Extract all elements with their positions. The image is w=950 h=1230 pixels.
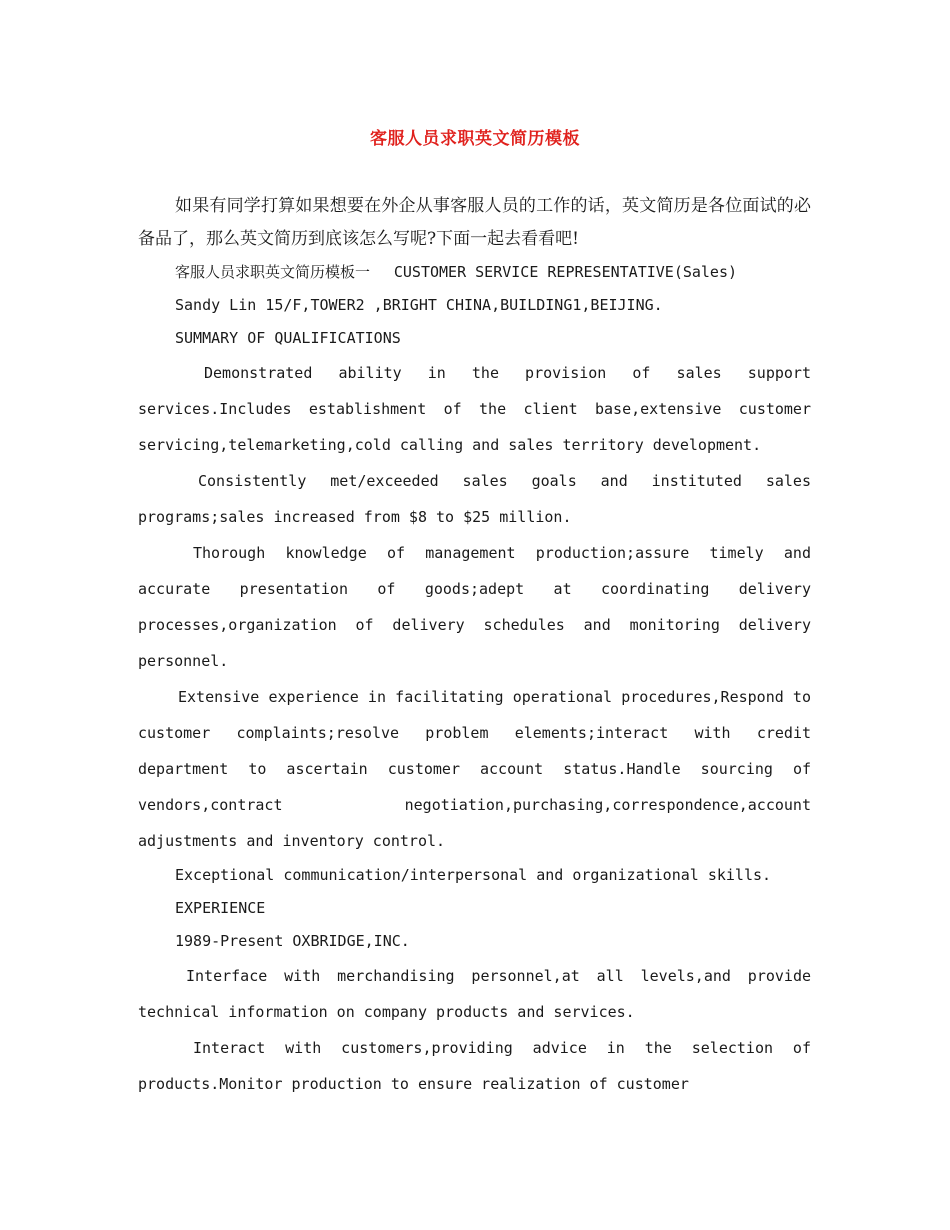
experience-entry: 1989-Present OXBRIDGE,INC.: [175, 932, 410, 950]
summary-item: Exceptional communication/interpersonal and organizational skills.: [175, 866, 772, 884]
position-title: CUSTOMER SERVICE REPRESENTATIVE(Sales): [393, 263, 738, 281]
experience-item: Interact with customers,providing advice in the selection of products.Monitor production to ensure realization of customer: [138, 1039, 811, 1093]
document-title: 客服人员求职英文简历模板: [370, 129, 580, 149]
document-body: [138, 190, 821, 1102]
summary-item: Extensive experience in facilitating operational procedures,Respond to customer complaints;resolve problem elements;interact with credit department to ascertain customer account status.Handle sourcing of vendors,contract negotiation,purchasing,correspondence,account adjustments and inventory control.: [138, 688, 821, 850]
summary-item: Consistently met/exceeded sales goals and instituted sales programs;sales increased from $8 to $25 million.: [138, 472, 811, 526]
summary-item: Demonstrated ability in the provision of sales support services.Includes establishment of the client base,extensive customer servicing,telemarketing,cold calling and sales territory development.: [138, 364, 811, 454]
intro-paragraph: 如果有同学打算如果想要在外企从事客服人员的工作的话，英文简历是各位面试的必备品了，那么英文简历到底该怎么写呢?下面一起去看看吧!: [138, 196, 811, 249]
template-heading-line: [138, 256, 811, 289]
experience-item: Interface with merchandising personnel,at all levels,and provide technical information on company products and services.: [138, 967, 811, 1021]
contact-line: Sandy Lin 15/F,TOWER2 ,BRIGHT CHINA,BUILDING1,BEIJING.: [175, 296, 663, 314]
experience-heading: EXPERIENCE: [175, 899, 266, 917]
template-label: 客服人员求职英文简历模板一: [175, 263, 371, 281]
summary-item: Thorough knowledge of management production;assure timely and accurate presentation of goods;adept at coordinating delivery processes,organization of delivery schedules and monitoring delivery personnel.: [138, 544, 811, 670]
summary-heading: SUMMARY OF QUALIFICATIONS: [175, 329, 401, 347]
